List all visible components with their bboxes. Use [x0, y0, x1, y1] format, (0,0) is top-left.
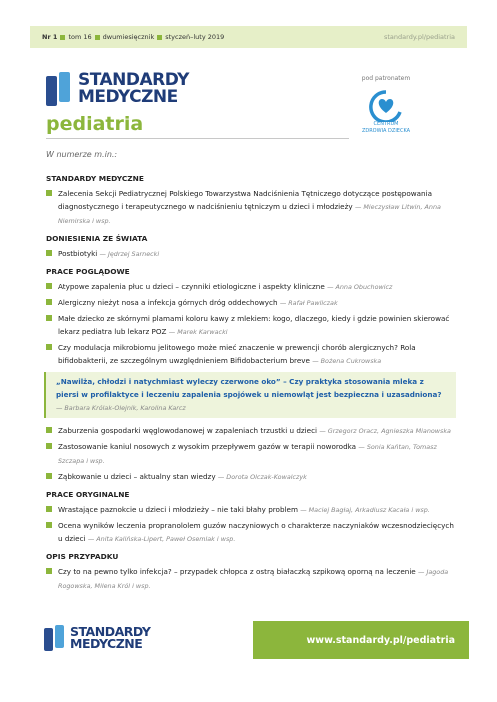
patron-label: pod patronatem [361, 75, 411, 82]
journal-name: pediatria [46, 113, 144, 135]
section-title: PRACE ORYGINALNE [46, 490, 130, 499]
issue-date: styczeń–luty 2019 [165, 33, 225, 41]
list-item[interactable]: Zastosowanie kaniul nosowych z wysokim przepływem gazów w terapii noworodka — Sonia Kańtan, Tomasz Szczapa i wsp. [46, 440, 456, 468]
header-site-link[interactable]: standardy.pl/pediatria [384, 33, 455, 41]
logo-line1: STANDARDY [70, 623, 151, 639]
highlighted-article[interactable]: „Nawilża, chłodzi i natychmiast wyleczy czerwone oko” – Czy praktyka stosowania mleka z piersi w profilaktyce i leczeniu zapalenia spojówek u niemowląt jest bezpieczna i uzasadniona? — Barbara Królak-Olejnik, Karolina Karcz [44, 372, 456, 418]
standardy-medyczne-logo [46, 72, 189, 106]
square-bullet-icon [95, 35, 100, 40]
list-item[interactable]: Zaburzenia gospodarki węglowodanowej w zapaleniach trzustki u dzieci — Grzegorz Oracz, Agnieszka Mianowska [46, 424, 456, 438]
volume: tom 16 [68, 33, 92, 41]
section-title: DONIESIENIA ZE ŚWIATA [46, 234, 148, 243]
list-item[interactable]: Ocena wyników leczenia propranololem guzów naczyniowych o charakterze naczyniaków wczesnodziecięcych u dzieci — Anita Kalińska-Lipert, Paweł Osemlak i wsp. [46, 519, 456, 546]
footer-url-link[interactable]: www.standardy.pl/pediatria [253, 621, 469, 659]
logo-line2: MEDYCZNE [78, 87, 178, 107]
logo-mark-icon [46, 72, 74, 106]
list-item[interactable]: Małe dziecko ze skórnymi plamami koloru kawy z mlekiem: kogo, dlaczego, kiedy i gdzie powinien skierować lekarz pediatra lub lekarz POZ — Marek Karwacki [46, 312, 456, 339]
section-title: STANDARDY MEDYCZNE [46, 174, 144, 183]
logo-line2: MEDYCZNE [70, 636, 143, 651]
frequency: dwumiesięcznik [102, 33, 155, 41]
logo-line1: STANDARDY [78, 70, 189, 90]
contents-intro: W numerze m.in.: [46, 150, 118, 159]
section-title: OPIS PRZYPADKU [46, 552, 119, 561]
title-divider [46, 138, 349, 139]
table-of-contents [46, 168, 456, 595]
footer-logo [44, 625, 150, 651]
list-item[interactable]: Wrastające paznokcie u dzieci i młodzieży – nie taki błahy problem — Maciej Bagłaj, Arkadiusz Kacała i wsp. [46, 503, 456, 517]
list-item[interactable]: Atypowe zapalenia płuc u dzieci – czynniki etiologiczne i aspekty kliniczne — Anna Obuchowicz [46, 280, 456, 294]
list-item[interactable]: Czy modulacja mikrobiomu jelitowego może mieć znaczenie w prewencji chorób alergicznych? Rola bifidobakterii, ze szczególnym uwzględnieniem Bifidobacterium breve — Bożena Cukrowska [46, 341, 456, 368]
issue-number: Nr 1 [42, 33, 58, 41]
list-item[interactable]: Alergiczny nieżyt nosa a infekcja górnych dróg oddechowych — Rafał Pawliczak [46, 296, 456, 310]
list-item[interactable]: Zalecenia Sekcji Pediatrycznej Polskiego Towarzystwa Nadciśnienia Tętniczego dotyczące postępowania diagnostycznego i terapeutycznego w nadciśnieniu tętniczym u dzieci i młodzieży — Mieczysław Litwin, Anna Niemirska i wsp. [46, 187, 456, 228]
list-item[interactable]: Ząbkowanie u dzieci – aktualny stan wiedzy — Dorota Olczak-Kowalczyk [46, 470, 456, 484]
list-item[interactable]: Czy to na pewno tylko infekcja? – przypadek chłopca z ostrą białaczką szpikową oporną na leczenie — Jagoda Rogowska, Milena Król i wsp. [46, 565, 456, 593]
square-bullet-icon [157, 35, 162, 40]
list-item[interactable]: Postbiotyki — Jędrzej Sarnecki [46, 247, 456, 261]
patron-name: CENTRUM ZDROWIA DZIECKA [361, 121, 411, 134]
issue-header-bar [30, 26, 467, 48]
square-bullet-icon [60, 35, 65, 40]
heart-c-logo-icon [366, 88, 406, 122]
logo-mark-icon [44, 625, 66, 651]
section-title: PRACE POGLĄDOWE [46, 267, 130, 276]
